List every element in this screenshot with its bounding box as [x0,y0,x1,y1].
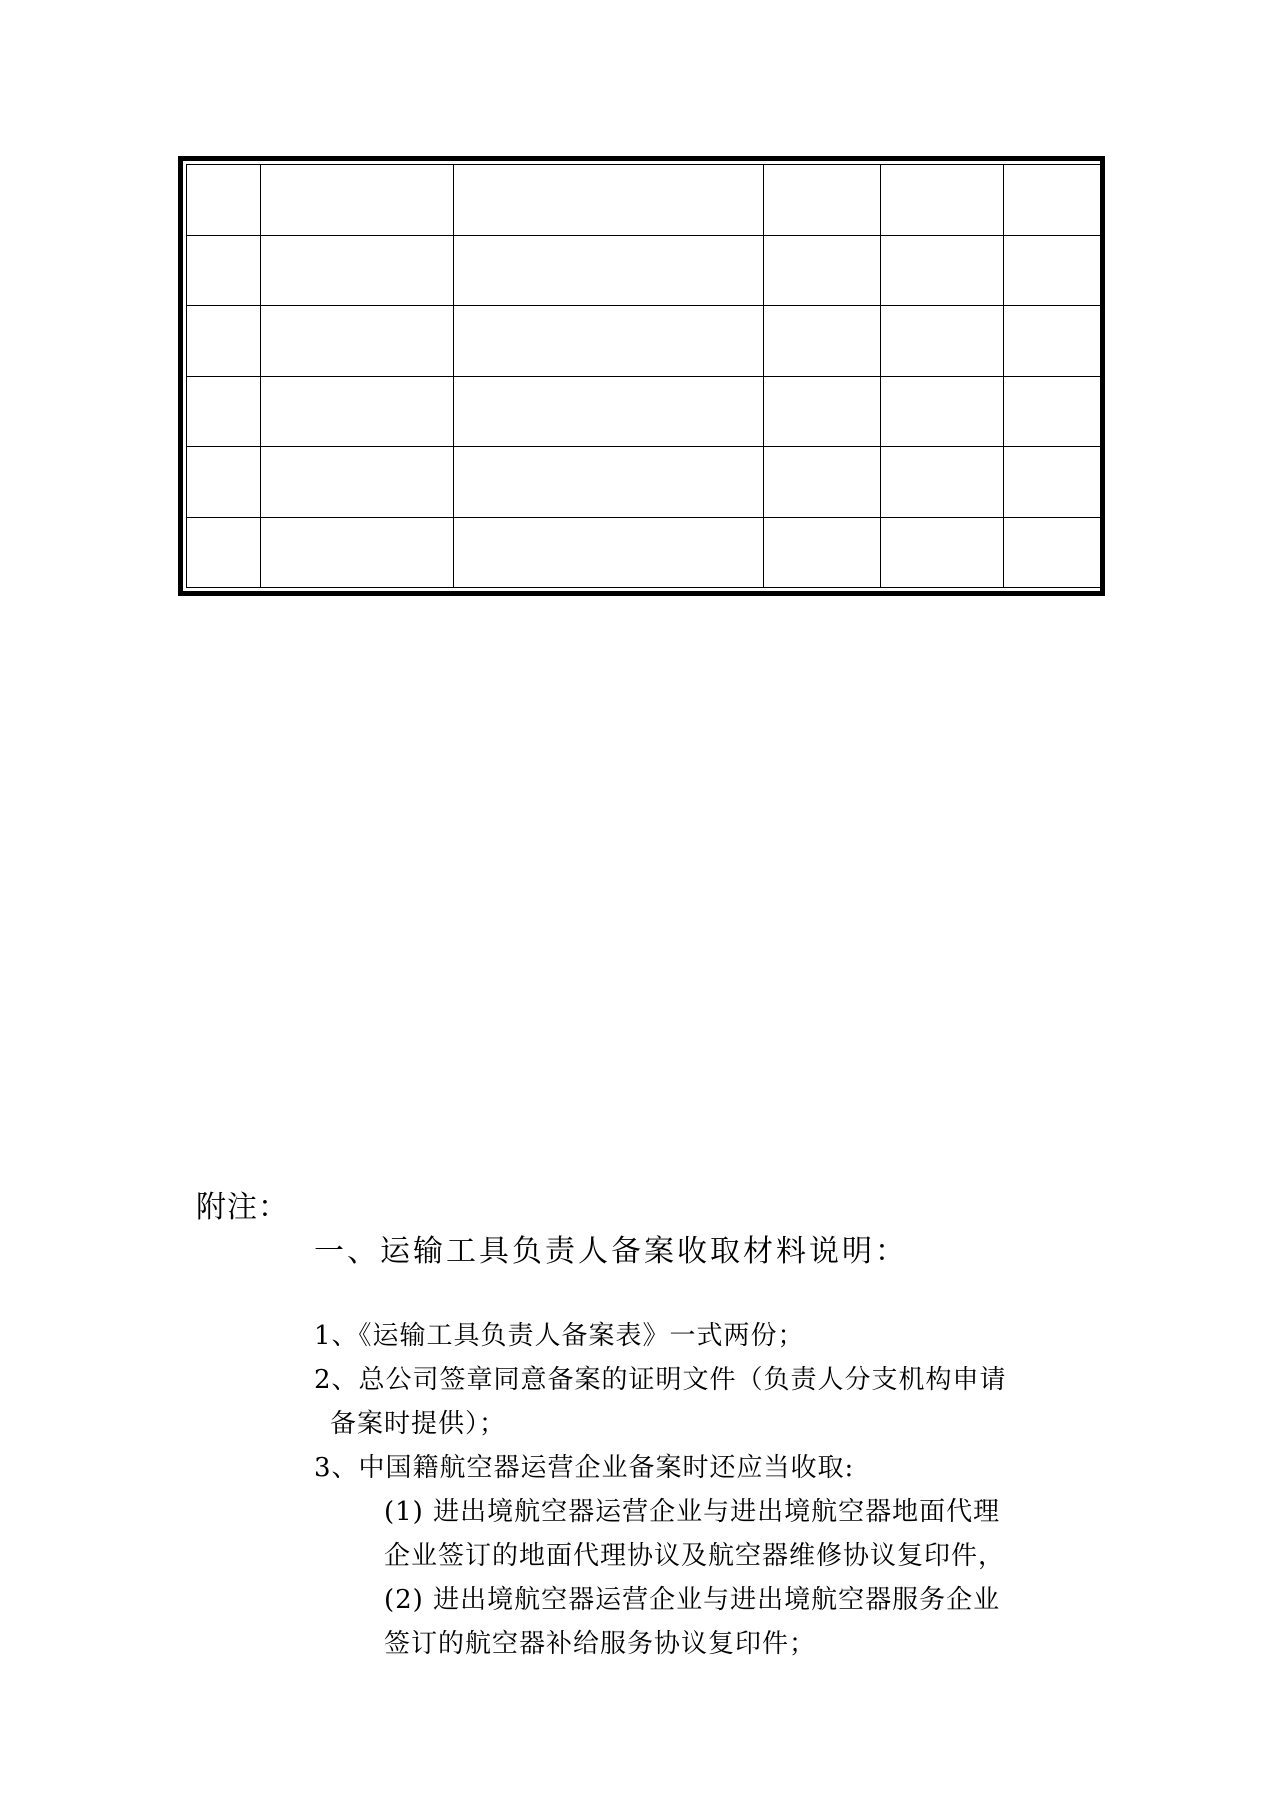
table-cell [764,447,881,518]
table-row [187,376,1104,447]
table-cell [454,165,764,236]
table-cell [1004,165,1104,236]
sub-item-2-line-1: (2) 进出境航空器运营企业与进出境航空器服务企业 [384,1585,1001,1615]
table-cell [261,165,454,236]
list-item-1: 1、《运输工具负责人备案表》一式两份； [314,1321,805,1351]
table-cell [187,447,261,518]
table-cell [454,306,764,377]
table-cell [187,165,261,236]
table-cell [261,517,454,588]
record-table-frame [178,156,1105,596]
list-item-3: 3、中国籍航空器运营企业备案时还应当收取: [314,1453,855,1483]
table-cell [454,517,764,588]
table-cell [261,235,454,306]
table-row [187,235,1104,306]
table-cell [881,447,1004,518]
table-cell [187,306,261,377]
table-row [187,517,1104,588]
table-cell [454,447,764,518]
table-cell [187,517,261,588]
table-cell [454,235,764,306]
table-row [187,447,1104,518]
section-title: 一、运输工具负责人备案收取材料说明： [314,1234,908,1269]
table-cell [1004,376,1104,447]
list-item-2-line-1: 2、总公司签章同意备案的证明文件（负责人分支机构申请 [314,1365,1007,1395]
notes-heading: 附注： [196,1190,289,1225]
sub-item-2-line-2: 签订的航空器补给服务协议复印件； [384,1629,817,1659]
table-cell [1004,306,1104,377]
materials-list [314,1314,1104,1666]
table-cell [454,376,764,447]
table-cell [764,306,881,377]
table-cell [764,517,881,588]
table-cell [881,235,1004,306]
table-cell [764,165,881,236]
table-row [187,165,1104,236]
table-cell [881,376,1004,447]
table-cell [881,306,1004,377]
table-cell [1004,517,1104,588]
table-cell [261,376,454,447]
table-cell [261,306,454,377]
sub-item-1-line-2: 企业签订的地面代理协议及航空器维修协议复印件， [384,1541,1006,1571]
table-cell [1004,235,1104,306]
table-cell [187,235,261,306]
table-cell [187,376,261,447]
table-cell [881,517,1004,588]
list-item-2-line-2: 备案时提供）； [330,1409,507,1439]
table-row [187,306,1104,377]
table-cell [764,235,881,306]
record-table [186,164,1104,588]
table-cell [261,447,454,518]
table-cell [764,376,881,447]
table-cell [881,165,1004,236]
table-cell [1004,447,1104,518]
sub-item-1-line-1: (1) 进出境航空器运营企业与进出境航空器地面代理 [384,1497,1001,1527]
